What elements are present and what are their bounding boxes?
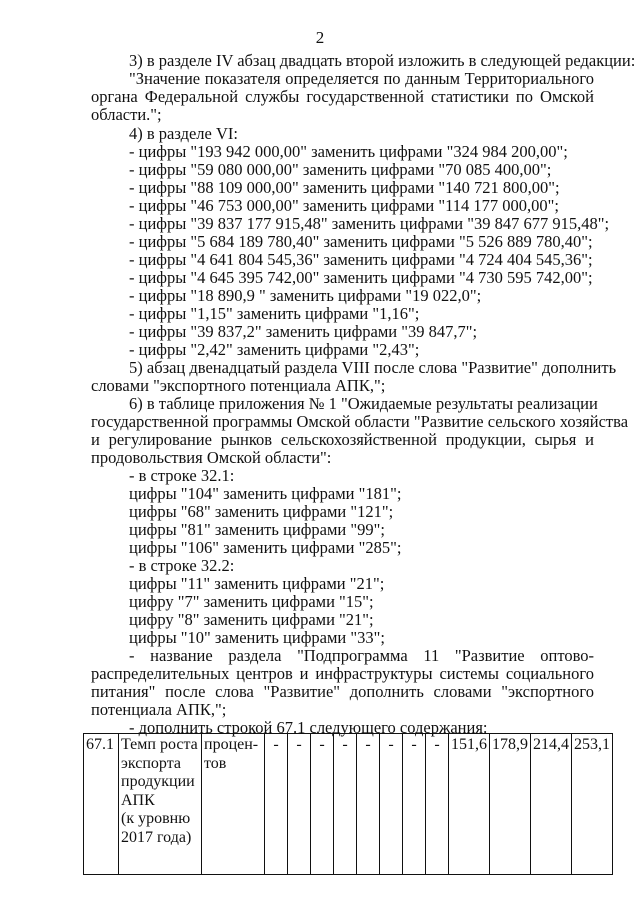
text-line: - цифры "39 837 177 915,48" заменить цифрами "39 847 677 915,48";: [129, 214, 610, 233]
text-line: - цифры "4 645 395 742,00" заменить цифрами "4 730 595 742,00";: [129, 268, 593, 287]
unit-text-line: тов: [204, 754, 227, 772]
indicator-text-line: продукции: [121, 773, 195, 790]
indicator-text-line: экспорта: [121, 754, 181, 772]
text-line: цифры "106" заменить цифрами "285";: [129, 538, 402, 557]
text-line: - цифры "46 753 000,00" заменить цифрами "114 177 000,00";: [129, 196, 559, 215]
text-line: - цифры "193 942 000,00" заменить цифрами "324 984 200,00";: [129, 142, 568, 161]
unit-text-line: процен-: [204, 736, 259, 753]
value-cell: -: [265, 734, 288, 875]
text-line: - дополнить строкой 67.1 следующего содержания:: [129, 718, 488, 737]
page-number: 2: [315, 28, 325, 47]
indicator-cell: [119, 734, 202, 875]
text-line: - в строке 32.1:: [129, 466, 235, 485]
value-cell: -: [380, 734, 403, 875]
value-cell: 151,6: [449, 734, 490, 875]
table-row: [84, 734, 613, 875]
value-cell: 253,1: [572, 734, 613, 875]
value-cell: 214,4: [531, 734, 572, 875]
text-line: - цифры "5 684 189 780,40" заменить цифрами "5 526 889 780,40";: [129, 232, 593, 251]
text-line: - цифры "39 837,2" заменить цифрами "39 847,7";: [129, 322, 478, 341]
indicator-text-line: 2017 года): [121, 828, 192, 846]
value-cell: -: [334, 734, 357, 875]
text-line: цифры "11" заменить цифрами "21";: [129, 574, 385, 593]
text-line: государственной программы Омской области "Развитие сельского хозяйства: [91, 412, 629, 431]
value-cell: -: [357, 734, 380, 875]
text-line: питания" после слова "Развитие" дополнить словами "экспортного: [91, 682, 594, 701]
text-line: потенциала АПК,";: [91, 700, 227, 719]
value-cell: -: [311, 734, 334, 875]
text-line: цифру "8" заменить цифрами "21";: [129, 610, 374, 629]
value-cell: -: [288, 734, 311, 875]
text-line: цифры "68" заменить цифрами "121";: [129, 502, 394, 521]
text-line: продовольствия Омской области":: [91, 448, 332, 467]
text-line: 6) в таблице приложения № 1 "Ожидаемые результаты реализации: [129, 394, 598, 413]
text-line: цифры "10" заменить цифрами "33";: [129, 628, 385, 647]
text-line: - цифры "18 890,9 " заменить цифрами "19 022,0";: [129, 286, 482, 305]
text-line: - название раздела "Подпрограмма 11 "Развитие оптово-: [129, 646, 594, 665]
text-line: области.";: [91, 105, 162, 124]
row-number-cell: 67.1: [84, 734, 119, 875]
indicator-text-line: АПК: [121, 791, 155, 809]
value-cell: -: [426, 734, 449, 875]
value-cell: 178,9: [490, 734, 531, 875]
indicator-text-line: Темп роста: [121, 736, 198, 753]
text-line: цифры "104" заменить цифрами "181";: [129, 484, 402, 503]
text-line: - цифры "59 080 000,00" заменить цифрами "70 085 400,00";: [129, 160, 552, 179]
text-line: - цифры "88 109 000,00" заменить цифрами "140 721 800,00";: [129, 178, 560, 197]
text-line: 3) в разделе IV абзац двадцать второй изложить в следующей редакции:: [129, 51, 636, 70]
unit-cell: [202, 734, 265, 875]
text-line: и регулирование рынков сельскохозяйственной продукции, сырья и: [91, 430, 594, 449]
text-line: - цифры "1,15" заменить цифрами "1,16";: [129, 304, 420, 323]
text-line: цифру "7" заменить цифрами "15";: [129, 592, 374, 611]
indicator-table: [83, 733, 613, 875]
text-line: - цифры "2,42" заменить цифрами "2,43";: [129, 340, 420, 359]
text-line: 4) в разделе VI:: [129, 124, 238, 143]
text-line: - цифры "4 641 804 545,36" заменить цифрами "4 724 404 545,36";: [129, 250, 593, 269]
text-line: "Значение показателя определяется по данным Территориального: [129, 69, 594, 88]
indicator-text-line: (к уровню: [121, 810, 191, 827]
text-line: - в строке 32.2:: [129, 556, 235, 575]
text-line: цифры "81" заменить цифрами "99";: [129, 520, 385, 539]
value-cell: -: [403, 734, 426, 875]
text-line: органа Федеральной службы государственной статистики по Омской: [91, 87, 594, 106]
text-line: 5) абзац двенадцатый раздела VIII после слова "Развитие" дополнить: [129, 358, 617, 377]
text-line: распределительных центров и инфраструктуры системы социального: [91, 664, 594, 683]
text-line: словами "экспортного потенциала АПК,";: [91, 376, 386, 395]
